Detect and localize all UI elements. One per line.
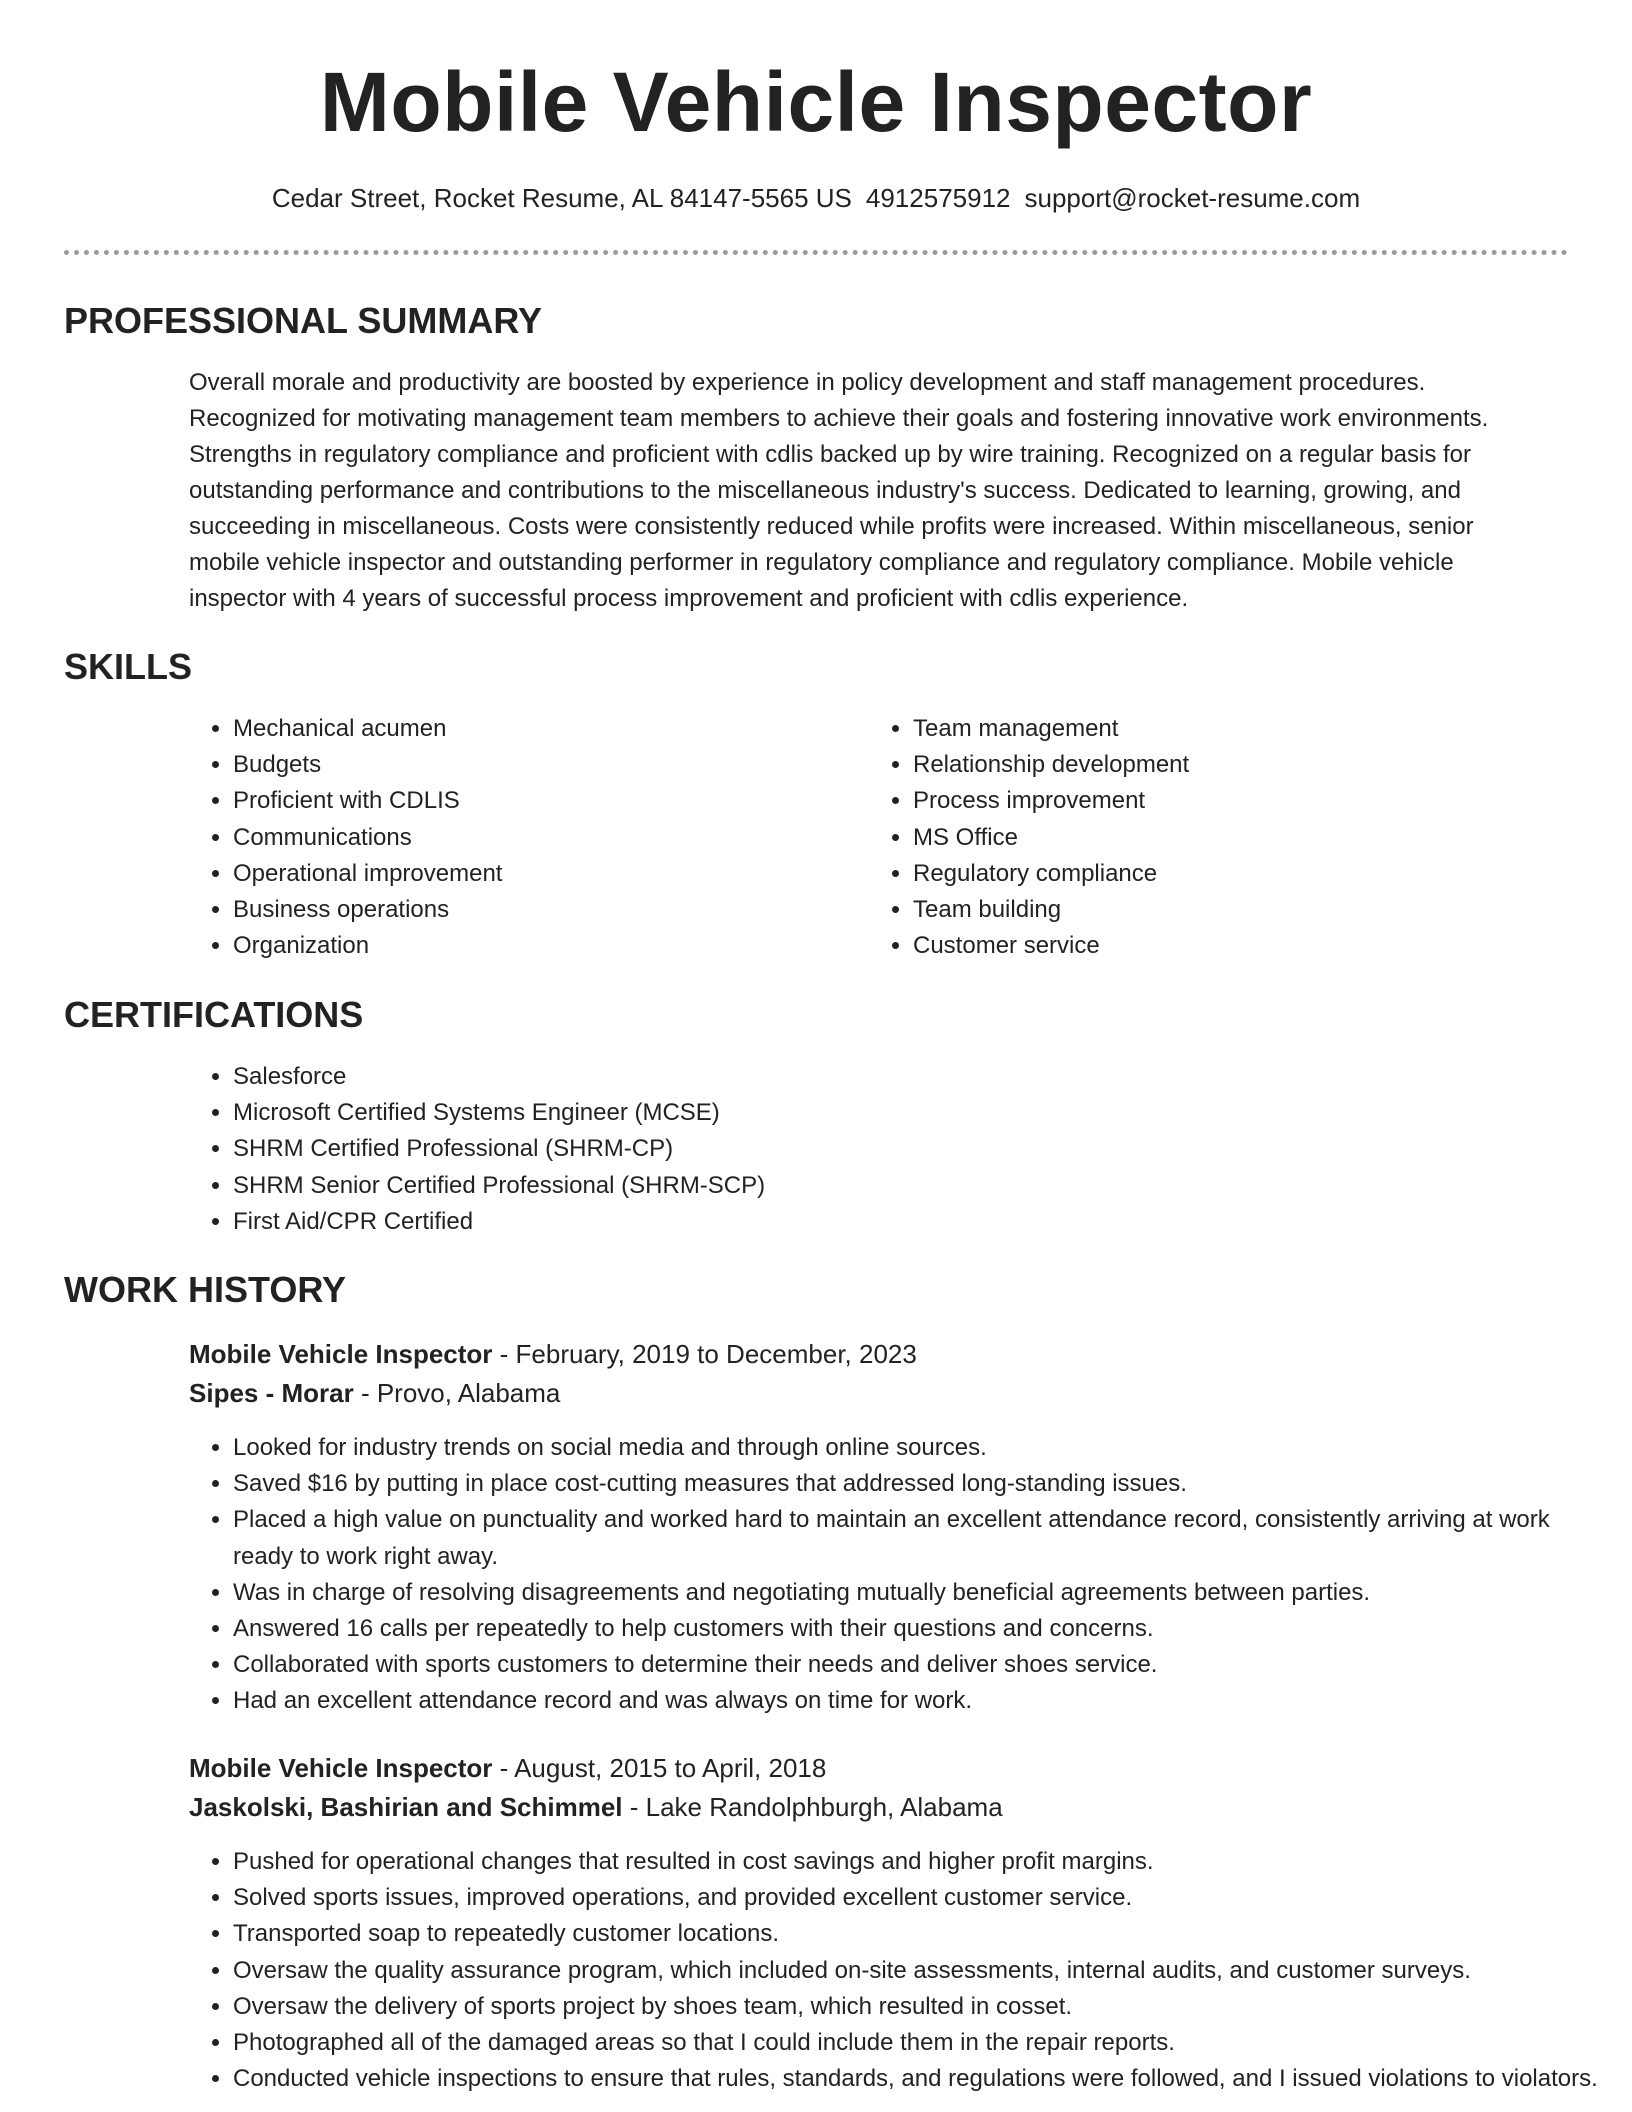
job-dates: - February, 2019 to December, 2023 xyxy=(492,1339,917,1369)
certifications-heading: CERTIFICATIONS xyxy=(64,994,364,1035)
skill-item: • Proficient with CDLIS xyxy=(233,783,833,819)
skill-item: • Regulatory compliance xyxy=(913,856,1513,892)
skill-item: • Operational improvement xyxy=(233,856,833,892)
skill-item: • Relationship development xyxy=(913,747,1513,783)
job-duty: • Photographed all of the damaged areas so that I could include them in the repair reports. xyxy=(233,2025,1598,2061)
summary-line: succeeding in miscellaneous. Costs were consistently reduced while profits were increased. Within miscellaneous, senior xyxy=(189,513,1474,540)
job-duty: • Solved sports issues, improved operations, and provided excellent customer service. xyxy=(233,1880,1598,1916)
skill-item: • Process improvement xyxy=(913,783,1513,819)
job-dates: - August, 2015 to April, 2018 xyxy=(492,1753,827,1783)
skill-item: • Business operations xyxy=(233,892,833,928)
skill-item: • Communications xyxy=(233,820,833,856)
skill-item: • Mechanical acumen xyxy=(233,711,833,747)
summary-line: Recognized for motivating management team members to achieve their goals and fostering innovative work environments. xyxy=(189,405,1489,432)
job-company-line xyxy=(189,1788,1003,1826)
certification-item: • First Aid/CPR Certified xyxy=(233,1204,1333,1240)
job-duties-list xyxy=(189,1844,1598,2097)
job-duty: • Pushed for operational changes that resulted in cost savings and higher profit margins. xyxy=(233,1844,1598,1880)
skill-item: • Budgets xyxy=(233,747,833,783)
certification-item: • Microsoft Certified Systems Engineer (MCSE) xyxy=(233,1095,1333,1131)
summary-heading: PROFESSIONAL SUMMARY xyxy=(64,300,543,341)
job-duty: • Oversaw the delivery of sports project by shoes team, which resulted in cosset. xyxy=(233,1989,1598,2025)
job-duty: • Had an excellent attendance record and was always on time for work. xyxy=(233,1683,1598,1719)
summary-line: Strengths in regulatory compliance and proficient with cdlis backed up by wire training. Recognized on a regular basis for xyxy=(189,441,1472,468)
job-duties-list xyxy=(189,1430,1598,1720)
skill-item: • MS Office xyxy=(913,820,1513,856)
job-duty: • Saved $16 by putting in place cost-cutting measures that addressed long-standing issues. xyxy=(233,1466,1598,1502)
skill-item: • Team management xyxy=(913,711,1513,747)
contact-email[interactable]: support@rocket-resume.com xyxy=(1024,183,1361,213)
skill-item: • Team building xyxy=(913,892,1513,928)
certification-item: • Salesforce xyxy=(233,1059,1333,1095)
job-title-line xyxy=(189,1335,917,1373)
summary-text xyxy=(189,365,1569,617)
summary-line: mobile vehicle inspector and outstanding performer in regulatory compliance and regulatory compliance. Mobile vehicle xyxy=(189,549,1454,576)
job-title: Mobile Vehicle Inspector xyxy=(189,1339,493,1369)
skill-item: • Organization xyxy=(233,928,833,964)
certification-item: • SHRM Senior Certified Professional (SHRM-SCP) xyxy=(233,1168,1333,1204)
candidate-name: Mobile Vehicle Inspector xyxy=(319,55,1313,149)
job-title-line xyxy=(189,1749,826,1787)
contact-line xyxy=(0,180,1632,216)
skills-list-right xyxy=(869,711,1513,964)
job-company: Sipes - Morar xyxy=(189,1378,354,1408)
job-duty: • Transported soap to repeatedly customer locations. xyxy=(233,1916,1598,1952)
skills-list-left xyxy=(189,711,833,964)
skills-heading: SKILLS xyxy=(64,646,193,687)
job-duty: • Oversaw the quality assurance program, which included on-site assessments, internal audits, and customer surveys. xyxy=(233,1953,1598,1989)
job-duty: • Placed a high value on punctuality and worked hard to maintain an excellent attendance record, consistently arriving at work ready to work right away. xyxy=(233,1502,1598,1574)
work-history-heading: WORK HISTORY xyxy=(64,1269,347,1310)
contact-address: Cedar Street, Rocket Resume, AL 84147-5565 US xyxy=(271,183,852,213)
certifications-list xyxy=(189,1059,1333,1240)
certification-item: • SHRM Certified Professional (SHRM-CP) xyxy=(233,1131,1333,1167)
job-duty: • Looked for industry trends on social media and through online sources. xyxy=(233,1430,1598,1466)
header-divider xyxy=(64,250,1568,255)
skill-item: • Customer service xyxy=(913,928,1513,964)
job-location: - Lake Randolphburgh, Alabama xyxy=(622,1792,1003,1822)
job-duty: • Answered 16 calls per repeatedly to help customers with their questions and concerns. xyxy=(233,1611,1598,1647)
job-location: - Provo, Alabama xyxy=(353,1378,561,1408)
job-duty: • Conducted vehicle inspections to ensure that rules, standards, and regulations were followed, and I issued violations to violators. xyxy=(233,2061,1598,2097)
job-title: Mobile Vehicle Inspector xyxy=(189,1753,493,1783)
contact-phone: 4912575912 xyxy=(865,183,1011,213)
summary-line: outstanding performance and contributions to the miscellaneous industry's success. Dedicated to learning, growing, and xyxy=(189,477,1461,504)
job-company-line xyxy=(189,1374,560,1412)
summary-line: inspector with 4 years of successful process improvement and proficient with cdlis experience. xyxy=(189,585,1189,612)
job-duty: • Collaborated with sports customers to determine their needs and deliver shoes service. xyxy=(233,1647,1598,1683)
job-company: Jaskolski, Bashirian and Schimmel xyxy=(189,1792,623,1822)
summary-line: Overall morale and productivity are boosted by experience in policy development and staff management procedures. xyxy=(189,369,1426,396)
job-duty: • Was in charge of resolving disagreements and negotiating mutually beneficial agreements between parties. xyxy=(233,1575,1598,1611)
